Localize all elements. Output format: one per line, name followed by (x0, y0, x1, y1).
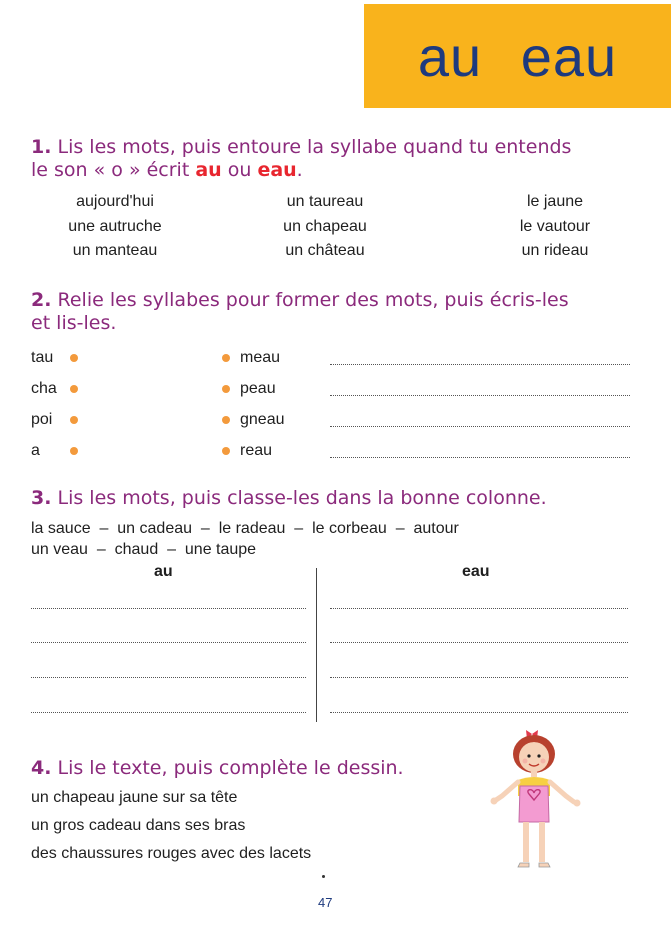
word-item: le jaune (526, 193, 584, 210)
column-divider (316, 568, 317, 722)
word-item: un manteau (72, 242, 158, 259)
syllable-left: cha (31, 380, 57, 397)
connect-dot[interactable] (70, 385, 78, 393)
girl-drawing[interactable] (482, 730, 602, 875)
word-item: une autruche (68, 218, 162, 235)
word-item: un chapeau (283, 218, 367, 235)
write-line[interactable] (31, 608, 306, 609)
write-line[interactable] (330, 712, 628, 713)
face-icon (519, 742, 549, 772)
connect-dot[interactable] (222, 354, 230, 362)
write-line[interactable] (31, 712, 306, 713)
connect-dot[interactable] (222, 385, 230, 393)
connect-dot[interactable] (70, 354, 78, 362)
page-title: au eau (417, 24, 618, 88)
column-header-au: au (154, 563, 173, 580)
word-item: aujourd'hui (76, 193, 154, 210)
write-line[interactable] (330, 677, 628, 678)
header-box (364, 4, 671, 108)
exercise-4-title: 4. Lis le texte, puis complète le dessin. (31, 757, 404, 779)
connect-dot[interactable] (70, 416, 78, 424)
exercise-2-title: 2. Relie les syllabes pour former des mots, puis écris-les et lis-les. (31, 289, 569, 334)
page-number: 47 (318, 895, 333, 910)
write-line[interactable] (31, 642, 306, 643)
small-mark (322, 875, 325, 878)
syllable-left: poi (31, 411, 53, 428)
sort-words-line1: la sauce – un cadeau – le radeau – le corbeau – autour (31, 520, 459, 537)
write-line[interactable] (330, 426, 630, 427)
word-item: le vautour (519, 218, 591, 235)
syllable-right: meau (240, 349, 281, 366)
write-line[interactable] (330, 642, 628, 643)
exercise-1-title: 1. Lis les mots, puis entoure la syllabe quand tu entends le son « o » écrit au ou eau. (31, 136, 572, 181)
syllable-left: tau (31, 349, 54, 366)
word-item: un taureau (286, 193, 364, 210)
text-line: un gros cadeau dans ses bras (31, 817, 246, 834)
connect-dot[interactable] (70, 447, 78, 455)
connect-dot[interactable] (222, 416, 230, 424)
word-item: un rideau (521, 242, 589, 259)
connect-dot[interactable] (222, 447, 230, 455)
column-header-eau: eau (462, 563, 490, 580)
word-item: un château (285, 242, 365, 259)
write-line[interactable] (330, 457, 630, 458)
write-line[interactable] (330, 364, 630, 365)
syllable-right: peau (240, 380, 276, 397)
text-line: un chapeau jaune sur sa tête (31, 789, 238, 806)
exercise-3-title: 3. Lis les mots, puis classe-les dans la bonne colonne. (31, 487, 547, 509)
syllable-right: reau (240, 442, 273, 459)
syllable-left: a (31, 442, 40, 459)
write-line[interactable] (330, 395, 630, 396)
sort-words-line2: un veau – chaud – une taupe (31, 541, 257, 558)
syllable-right: gneau (240, 411, 285, 428)
write-line[interactable] (31, 677, 306, 678)
write-line[interactable] (330, 608, 628, 609)
text-line: des chaussures rouges avec des lacets (31, 845, 312, 862)
